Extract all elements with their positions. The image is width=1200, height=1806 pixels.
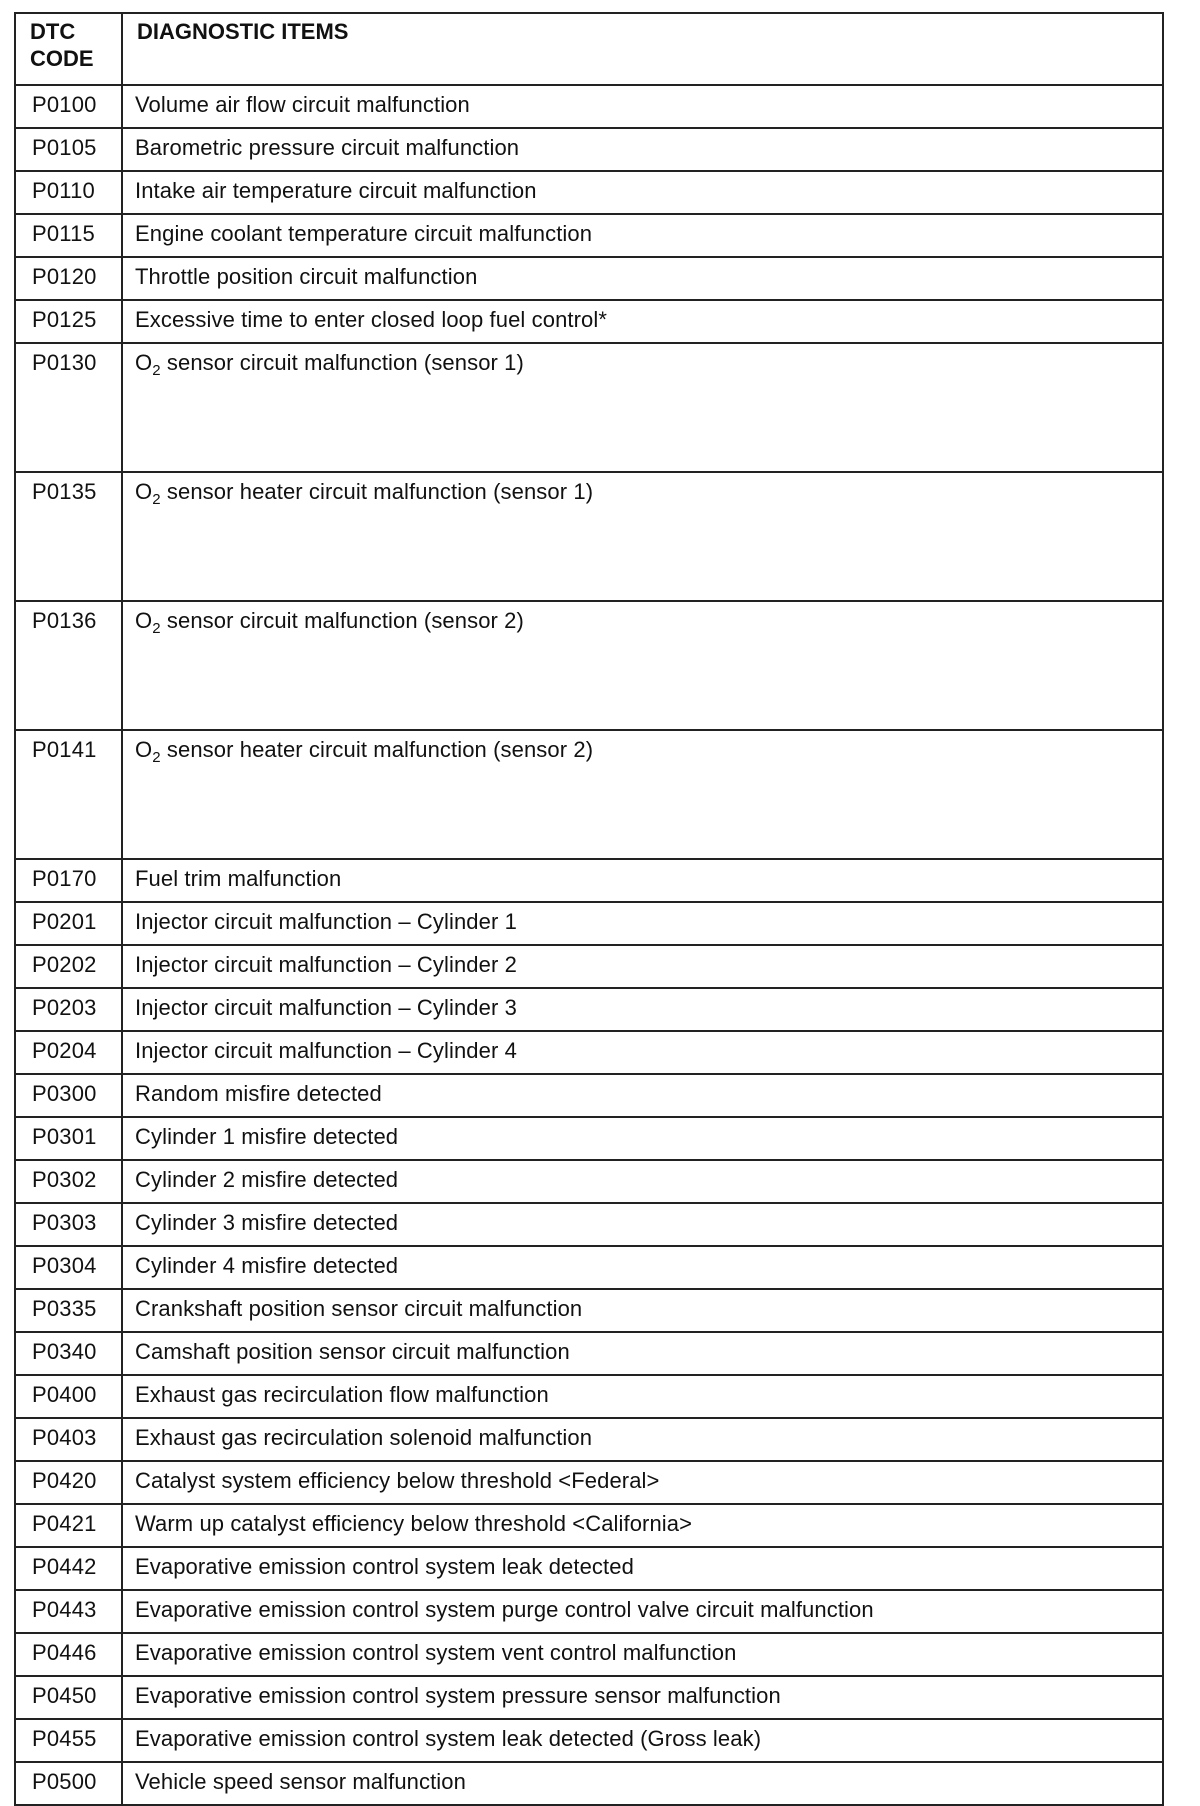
diagnostic-item-text: sensor heater circuit malfunction (sensor 1) [160,479,594,504]
table-row [15,85,1163,128]
diagnostic-item-cell [122,1332,1163,1375]
diagnostic-item-text: Injector circuit malfunction – Cylinder 3 [135,995,517,1020]
dtc-code-cell: P0340 [15,1332,122,1375]
dtc-code-cell: P0135 [15,472,122,601]
diagnostic-item-text: Excessive time to enter closed loop fuel control* [135,307,608,332]
diagnostic-item-cell [122,1418,1163,1461]
diagnostic-item-cell [122,1547,1163,1590]
dtc-table [14,12,1164,1806]
table-row [15,1418,1163,1461]
table-row [15,472,1163,601]
diagnostic-item-subscript: 2 [152,749,161,766]
diagnostic-item-cell [122,1289,1163,1332]
diagnostic-item-cell [122,128,1163,171]
dtc-code-cell: P0335 [15,1289,122,1332]
diagnostic-item-text: Injector circuit malfunction – Cylinder 1 [135,909,517,934]
table-row [15,1160,1163,1203]
diagnostic-items-header: DIAGNOSTIC ITEMS [122,13,1163,85]
table-row [15,343,1163,472]
diagnostic-item-prefix: O [135,479,153,504]
diagnostic-item-cell [122,1719,1163,1762]
dtc-code-cell: P0170 [15,859,122,902]
diagnostic-item-cell [122,1633,1163,1676]
dtc-code-cell: P0120 [15,257,122,300]
table-row [15,1375,1163,1418]
diagnostic-item-text: Fuel trim malfunction [135,866,342,891]
table-row [15,1332,1163,1375]
diagnostic-item-cell [122,601,1163,730]
dtc-code-cell: P0455 [15,1719,122,1762]
diagnostic-item-text: Evaporative emission control system pressure sensor malfunction [135,1683,781,1708]
diagnostic-item-cell [122,1160,1163,1203]
diagnostic-item-text: Cylinder 1 misfire detected [135,1124,399,1149]
diagnostic-item-text: Evaporative emission control system leak detected (Gross leak) [135,1726,762,1751]
table-row [15,1504,1163,1547]
table-row [15,859,1163,902]
dtc-code-cell: P0141 [15,730,122,859]
table-row [15,257,1163,300]
diagnostic-item-text: Random misfire detected [135,1081,382,1106]
diagnostic-item-text: Vehicle speed sensor malfunction [135,1769,466,1794]
diagnostic-item-cell [122,472,1163,601]
table-row [15,988,1163,1031]
diagnostic-item-cell [122,1074,1163,1117]
dtc-code-cell: P0442 [15,1547,122,1590]
dtc-code-cell: P0115 [15,214,122,257]
dtc-code-cell: P0301 [15,1117,122,1160]
diagnostic-item-text: Evaporative emission control system purge control valve circuit malfunction [135,1597,874,1622]
diagnostic-item-cell [122,1203,1163,1246]
dtc-code-cell: P0400 [15,1375,122,1418]
diagnostic-item-text: Exhaust gas recirculation flow malfunction [135,1382,549,1407]
table-row [15,902,1163,945]
diagnostic-item-cell [122,988,1163,1031]
table-row [15,1633,1163,1676]
diagnostic-item-text: sensor heater circuit malfunction (sensor 2) [160,737,594,762]
dtc-code-cell: P0446 [15,1633,122,1676]
table-row [15,1203,1163,1246]
table-row [15,1762,1163,1805]
diagnostic-item-cell [122,257,1163,300]
table-row [15,1074,1163,1117]
table-row [15,128,1163,171]
table-row [15,1719,1163,1762]
dtc-code-header-line2: CODE [30,46,94,71]
dtc-code-header-line1: DTC [30,19,76,44]
table-row [15,300,1163,343]
diagnostic-item-cell [122,730,1163,859]
table-body [15,85,1163,1805]
diagnostic-item-cell [122,214,1163,257]
table-row [15,730,1163,859]
table-row [15,1031,1163,1074]
diagnostic-item-text: Exhaust gas recirculation solenoid malfunction [135,1425,593,1450]
diagnostic-item-text: Cylinder 4 misfire detected [135,1253,399,1278]
diagnostic-item-cell [122,343,1163,472]
diagnostic-item-text: sensor circuit malfunction (sensor 1) [160,350,524,375]
diagnostic-item-text: Throttle position circuit malfunction [135,264,478,289]
dtc-code-cell: P0203 [15,988,122,1031]
diagnostic-item-text: Intake air temperature circuit malfunction [135,178,537,203]
dtc-code-cell: P0304 [15,1246,122,1289]
table-row [15,1289,1163,1332]
diagnostic-item-cell [122,1375,1163,1418]
table-row [15,601,1163,730]
table-row [15,171,1163,214]
diagnostic-item-text: Cylinder 2 misfire detected [135,1167,399,1192]
diagnostic-item-text: Evaporative emission control system leak detected [135,1554,634,1579]
dtc-code-cell: P0136 [15,601,122,730]
dtc-code-header [15,13,122,85]
diagnostic-item-text: Cylinder 3 misfire detected [135,1210,399,1235]
diagnostic-item-prefix: O [135,737,153,762]
table-row [15,1461,1163,1504]
diagnostic-item-text: Catalyst system efficiency below threshold <Federal> [135,1468,660,1493]
diagnostic-item-text: Evaporative emission control system vent control malfunction [135,1640,737,1665]
dtc-code-cell: P0303 [15,1203,122,1246]
diagnostic-item-text: Engine coolant temperature circuit malfunction [135,221,593,246]
diagnostic-item-cell [122,945,1163,988]
diagnostic-item-cell [122,1031,1163,1074]
diagnostic-item-prefix: O [135,350,153,375]
diagnostic-item-text: Barometric pressure circuit malfunction [135,135,520,160]
table-row [15,1676,1163,1719]
diagnostic-item-cell [122,1590,1163,1633]
diagnostic-item-cell [122,171,1163,214]
diagnostic-item-subscript: 2 [152,362,161,379]
diagnostic-item-text: Injector circuit malfunction – Cylinder 4 [135,1038,517,1063]
table-row [15,1246,1163,1289]
dtc-code-cell: P0204 [15,1031,122,1074]
dtc-code-cell: P0403 [15,1418,122,1461]
diagnostic-item-prefix: O [135,608,153,633]
diagnostic-item-text: Camshaft position sensor circuit malfunction [135,1339,570,1364]
diagnostic-item-cell [122,1504,1163,1547]
diagnostic-item-cell [122,1762,1163,1805]
diagnostic-item-cell [122,902,1163,945]
header-row [15,13,1163,85]
diagnostic-item-text: Injector circuit malfunction – Cylinder 2 [135,952,517,977]
table-row [15,1590,1163,1633]
dtc-code-cell: P0110 [15,171,122,214]
dtc-code-cell: P0130 [15,343,122,472]
diagnostic-item-text: sensor circuit malfunction (sensor 2) [160,608,524,633]
diagnostic-item-cell [122,1461,1163,1504]
table-row [15,214,1163,257]
dtc-code-cell: P0302 [15,1160,122,1203]
table-row [15,1117,1163,1160]
dtc-code-cell: P0105 [15,128,122,171]
diagnostic-item-cell [122,1676,1163,1719]
diagnostic-item-cell [122,1117,1163,1160]
dtc-code-cell: P0300 [15,1074,122,1117]
diagnostic-item-cell [122,300,1163,343]
dtc-code-cell: P0100 [15,85,122,128]
diagnostic-item-text: Volume air flow circuit malfunction [135,92,470,117]
dtc-code-cell: P0443 [15,1590,122,1633]
diagnostic-item-cell [122,859,1163,902]
diagnostic-item-text: Crankshaft position sensor circuit malfunction [135,1296,583,1321]
diagnostic-item-subscript: 2 [152,491,161,508]
dtc-code-cell: P0500 [15,1762,122,1805]
dtc-code-cell: P0125 [15,300,122,343]
diagnostic-item-cell [122,1246,1163,1289]
dtc-code-cell: P0420 [15,1461,122,1504]
dtc-code-cell: P0450 [15,1676,122,1719]
table-row [15,1547,1163,1590]
dtc-code-cell: P0202 [15,945,122,988]
diagnostic-item-text: Warm up catalyst efficiency below threshold <California> [135,1511,693,1536]
table-header [15,13,1163,85]
table-row [15,945,1163,988]
dtc-code-cell: P0421 [15,1504,122,1547]
dtc-code-cell: P0201 [15,902,122,945]
diagnostic-item-cell [122,85,1163,128]
diagnostic-item-subscript: 2 [152,620,161,637]
